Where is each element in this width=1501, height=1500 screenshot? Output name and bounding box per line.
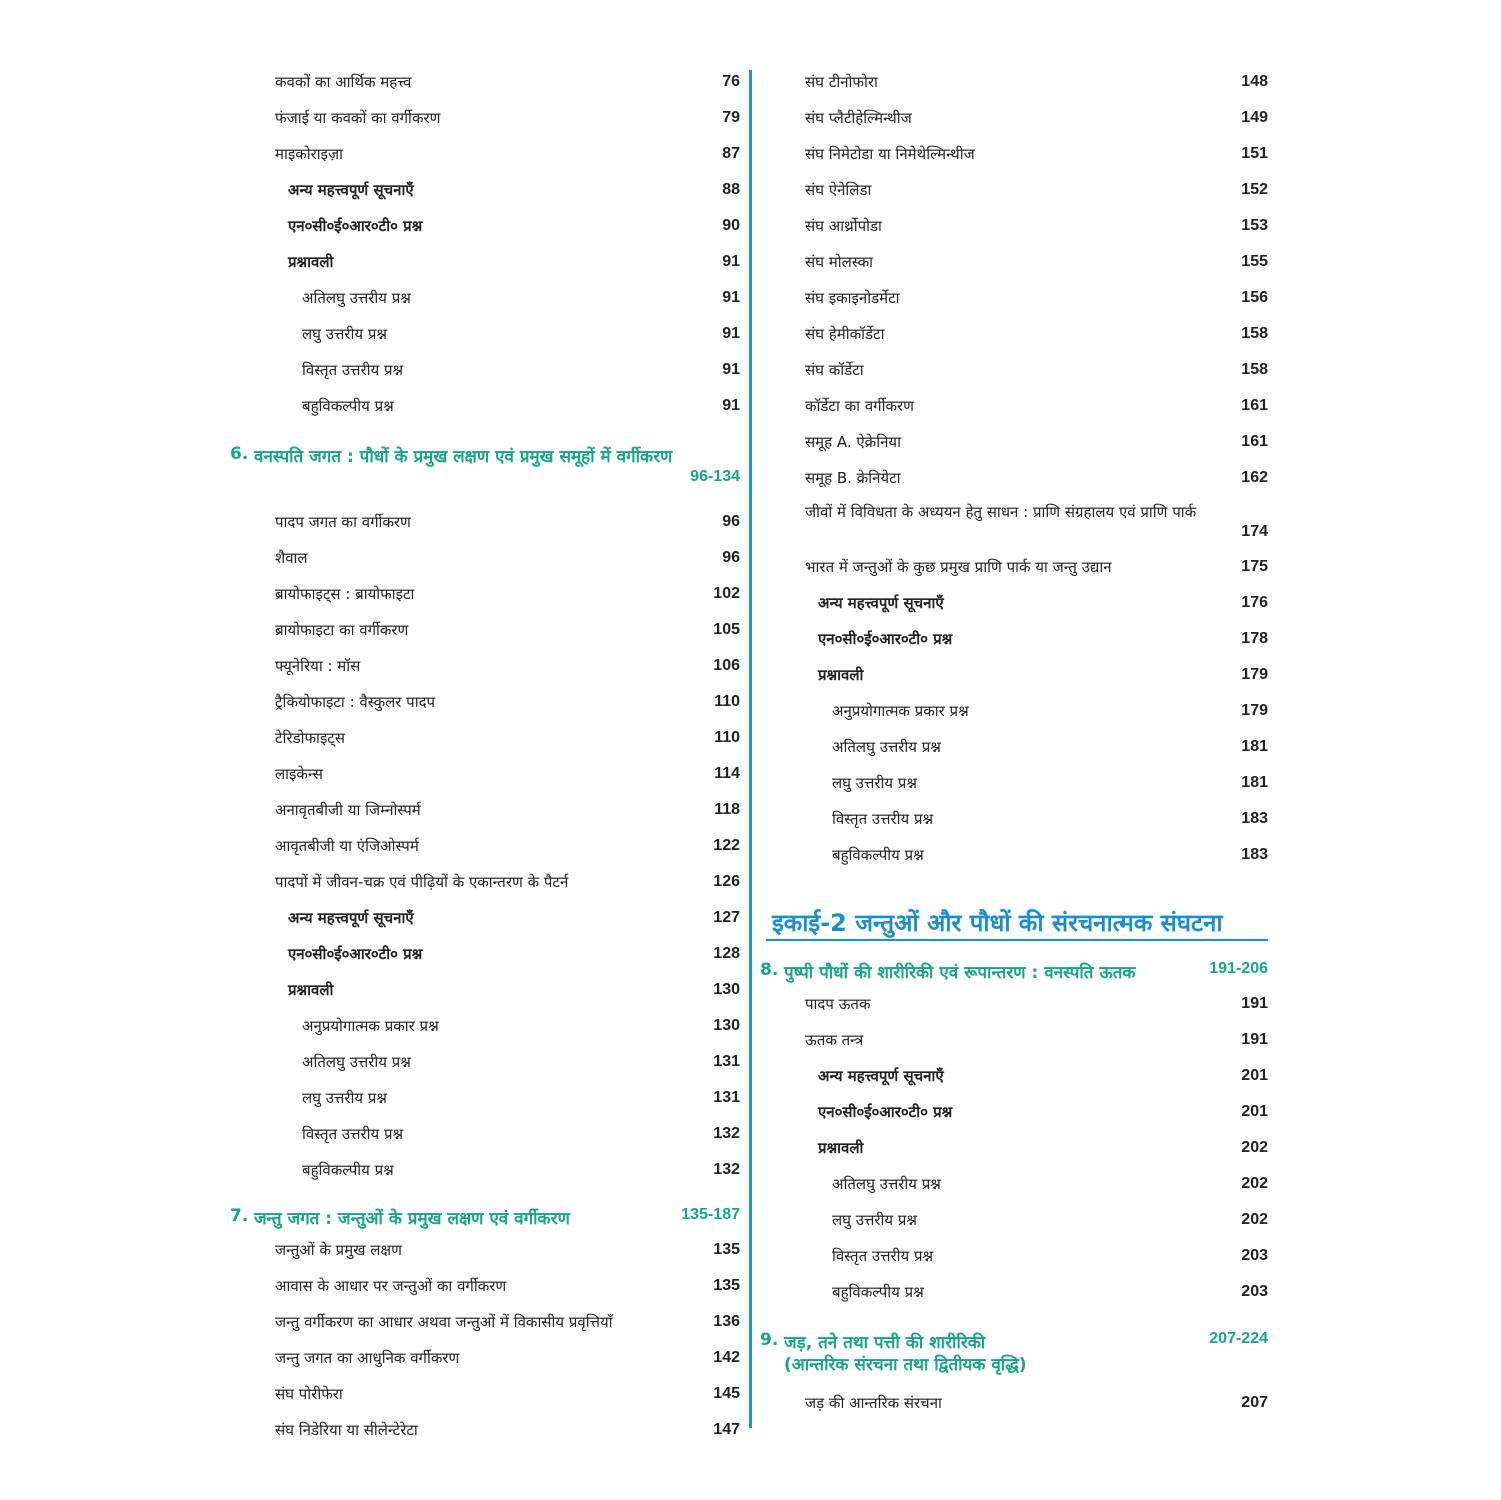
toc-entry-page: 161 — [1241, 397, 1268, 414]
toc-entry-page: 106 — [713, 657, 740, 674]
toc-entry-title: विस्तृत उत्तरीय प्रश्न — [302, 361, 404, 379]
toc-entry[interactable] — [230, 864, 740, 900]
toc-entry-title: पादपों में जीवन-चक्र एवं पीढ़ियों के एकान्तरण के पैटर्न — [275, 873, 569, 891]
toc-entry-title: अतिलघु उत्तरीय प्रश्न — [832, 738, 941, 756]
toc-entry-page: 118 — [714, 801, 740, 818]
toc-entry[interactable] — [760, 244, 1268, 280]
toc-entry[interactable] — [230, 1152, 740, 1188]
toc-entry-page: 130 — [713, 981, 740, 998]
toc-entry-page: 131 — [713, 1053, 740, 1070]
toc-entry-page: 183 — [1241, 846, 1268, 863]
unit-heading — [760, 873, 1268, 955]
chapter-number: 6. — [230, 444, 249, 464]
toc-entry-title: अतिलघु उत्तरीय प्रश्न — [302, 289, 411, 307]
toc-entry[interactable] — [230, 900, 740, 936]
toc-entry[interactable] — [230, 352, 740, 388]
toc-entry-title: अनुप्रयोगात्मक प्रकार प्रश्न — [832, 702, 969, 720]
toc-entry-page: 178 — [1241, 630, 1268, 647]
toc-entry[interactable] — [230, 244, 740, 280]
toc-entry[interactable] — [760, 765, 1268, 801]
toc-entry[interactable] — [760, 693, 1268, 729]
toc-entry[interactable] — [760, 136, 1268, 172]
toc-entry[interactable] — [230, 280, 740, 316]
toc-entry[interactable] — [760, 460, 1268, 496]
toc-entry-title: एन०सी०ई०आर०टी० प्रश्न — [818, 630, 953, 648]
toc-entry-page: 91 — [722, 397, 740, 414]
toc-entry-page: 142 — [713, 1349, 740, 1366]
toc-entry-page: 162 — [1241, 469, 1268, 486]
toc-entry-page: 126 — [713, 873, 740, 890]
toc-entry[interactable] — [230, 136, 740, 172]
toc-entry-title: भारत में जन्तुओं के कुछ प्रमुख प्राणि पार्क या जन्तु उद्यान — [805, 558, 1112, 576]
toc-entry-title: एन०सी०ई०आर०टी० प्रश्न — [818, 1103, 953, 1121]
toc-entry[interactable] — [760, 986, 1268, 1022]
toc-entry-page: 130 — [713, 1017, 740, 1034]
toc-entry-title: आवास के आधार पर जन्तुओं का वर्गीकरण — [275, 1277, 507, 1295]
toc-entry[interactable] — [230, 648, 740, 684]
toc-entry[interactable] — [760, 621, 1268, 657]
chapter-page-range: 96-134 — [690, 468, 740, 485]
toc-entry-title: बहुविकल्पीय प्रश्न — [832, 846, 924, 864]
toc-entry-title: ब्रायोफाइटा का वर्गीकरण — [275, 621, 409, 639]
toc-entry-title: संघ इकाइनोडर्मेटा — [805, 289, 900, 307]
toc-entry[interactable] — [760, 208, 1268, 244]
toc-entry-page: 148 — [1241, 73, 1268, 90]
toc-entry-title: ट्रैकियोफाइटा : वैस्कुलर पादप — [275, 693, 436, 711]
chapter-number: 9. — [760, 1330, 779, 1350]
toc-entry[interactable] — [230, 172, 740, 208]
toc-entry[interactable] — [230, 576, 740, 612]
toc-entry-title: अतिलघु उत्तरीय प्रश्न — [302, 1053, 411, 1071]
toc-entry-page: 88 — [722, 181, 740, 198]
toc-entry-title: बहुविकल्पीय प्रश्न — [832, 1283, 924, 1301]
toc-entry-page: 191 — [1241, 995, 1268, 1012]
toc-entry-title: अन्य महत्त्वपूर्ण सूचनाएँ — [818, 1067, 944, 1085]
unit-underline — [766, 939, 1268, 941]
toc-entry[interactable] — [230, 1340, 740, 1376]
toc-entry-page: 179 — [1241, 702, 1268, 719]
chapter-title: पुष्पी पौधों की शारीरिकी एवं रूपान्तरण : वनस्पति ऊतक — [784, 963, 1136, 983]
toc-entry[interactable] — [230, 1376, 740, 1412]
toc-entry[interactable] — [760, 1094, 1268, 1130]
toc-entry-title: फ्यूनेरिया : मॉस — [275, 657, 361, 675]
chapter-title: जन्तु जगत : जन्तुओं के प्रमुख लक्षण एवं वर्गीकरण — [254, 1209, 570, 1229]
toc-entry-title: विस्तृत उत्तरीय प्रश्न — [832, 810, 934, 828]
chapter-page-range: 207-224 — [1209, 1330, 1268, 1347]
toc-entry-title: संघ निमेटोडा या निमेथेल्मिन्थीज — [805, 145, 975, 163]
toc-entry-page: 145 — [713, 1385, 740, 1402]
toc-entry-title: जन्तु वर्गीकरण का आधार अथवा जन्तुओं में विकासीय प्रवृत्तियाँ — [275, 1313, 613, 1331]
toc-entry-title: माइकोराइज़ा — [275, 145, 344, 163]
chapter-number: 8. — [760, 960, 779, 980]
toc-entry[interactable] — [760, 657, 1268, 693]
toc-entry-title: संघ कॉर्डेटा — [805, 361, 864, 379]
toc-entry-title: पादप जगत का वर्गीकरण — [275, 513, 411, 531]
toc-entry-page: 149 — [1241, 109, 1268, 126]
toc-entry-page: 114 — [714, 765, 740, 782]
toc-entry-title: लाइकेन्स — [275, 765, 323, 783]
toc-entry-page: 76 — [722, 73, 740, 90]
toc-entry[interactable] — [230, 1008, 740, 1044]
toc-entry-title: कॉर्डेटा का वर्गीकरण — [805, 397, 914, 415]
toc-entry-title: जन्तु जगत का आधुनिक वर्गीकरण — [275, 1349, 460, 1367]
toc-entry-page: 201 — [1241, 1103, 1268, 1120]
toc-entry-title: पादप ऊतक — [805, 995, 871, 1013]
toc-left-column — [230, 64, 740, 1448]
toc-entry-page: 79 — [722, 109, 740, 126]
toc-entry-page: 152 — [1241, 181, 1268, 198]
toc-entry[interactable] — [230, 388, 740, 424]
toc-entry-title: संघ मोलस्का — [805, 253, 874, 271]
toc-entry-title: बहुविकल्पीय प्रश्न — [302, 397, 394, 415]
toc-entry[interactable] — [760, 316, 1268, 352]
toc-entry[interactable] — [760, 1130, 1268, 1166]
chapter-heading[interactable] — [230, 440, 740, 504]
toc-entry-page: 202 — [1241, 1175, 1268, 1192]
toc-entry-page: 127 — [713, 909, 740, 926]
toc-entry-title: लघु उत्तरीय प्रश्न — [302, 1089, 388, 1107]
toc-entry-page: 91 — [722, 325, 740, 342]
toc-entry-page: 201 — [1241, 1067, 1268, 1084]
toc-entry[interactable] — [230, 792, 740, 828]
chapter-heading[interactable] — [230, 1188, 740, 1232]
toc-entry-page: 135 — [713, 1241, 740, 1258]
toc-entry-title: अन्य महत्त्वपूर्ण सूचनाएँ — [288, 181, 414, 199]
toc-entry-title: ऊतक तन्त्र — [805, 1031, 864, 1049]
toc-entry[interactable] — [230, 684, 740, 720]
toc-entry-title: समूह B. क्रेनियेटा — [805, 469, 901, 487]
chapter-heading[interactable] — [760, 1310, 1268, 1385]
toc-entry-page: 147 — [713, 1421, 740, 1438]
toc-entry-page: 135 — [713, 1277, 740, 1294]
toc-entry-page: 87 — [722, 145, 740, 162]
toc-entry[interactable] — [230, 208, 740, 244]
toc-right-column — [760, 64, 1268, 1421]
toc-entry-page: 110 — [714, 693, 740, 710]
toc-entry-title: संघ पोरीफेरा — [275, 1385, 343, 1403]
toc-entry-page: 105 — [713, 621, 740, 638]
toc-entry[interactable] — [230, 504, 740, 540]
toc-entry-page: 128 — [713, 945, 740, 962]
toc-entry[interactable] — [230, 1412, 740, 1448]
toc-entry-title: संघ टीनोफोरा — [805, 73, 878, 91]
toc-entry[interactable] — [230, 756, 740, 792]
toc-entry[interactable] — [760, 352, 1268, 388]
unit-title: इकाई-2 जन्तुओं और पौधों की संरचनात्मक संघटना — [772, 909, 1223, 937]
toc-entry[interactable] — [760, 100, 1268, 136]
toc-entry-title: विस्तृत उत्तरीय प्रश्न — [302, 1125, 404, 1143]
toc-entry[interactable] — [230, 720, 740, 756]
toc-entry-title: जड़ की आन्तरिक संरचना — [805, 1394, 942, 1412]
column-divider — [749, 70, 752, 1428]
toc-entry[interactable] — [230, 1232, 740, 1268]
toc-entry[interactable] — [230, 1304, 740, 1340]
toc-entry[interactable] — [760, 801, 1268, 837]
toc-entry-title: लघु उत्तरीय प्रश्न — [302, 325, 388, 343]
toc-entry[interactable] — [760, 424, 1268, 460]
toc-entry[interactable] — [760, 729, 1268, 765]
toc-entry-page: 174 — [1241, 523, 1268, 540]
toc-entry[interactable] — [760, 496, 1268, 549]
toc-entry-title: आवृतबीजी या एंजिओस्पर्म — [275, 837, 419, 855]
toc-entry[interactable] — [760, 172, 1268, 208]
toc-entry-title: लघु उत्तरीय प्रश्न — [832, 1211, 918, 1229]
toc-entry[interactable] — [760, 64, 1268, 100]
toc-entry[interactable] — [230, 972, 740, 1008]
toc-entry-page: 96 — [722, 513, 740, 530]
toc-entry-title: फंजाई या कवकों का वर्गीकरण — [275, 109, 441, 127]
toc-entry-page: 153 — [1241, 217, 1268, 234]
toc-entry-title: एन०सी०ई०आर०टी० प्रश्न — [288, 217, 423, 235]
toc-entry[interactable] — [760, 549, 1268, 585]
toc-entry-title: समूह A. ऐक्रेनिया — [805, 433, 901, 451]
toc-entry[interactable] — [760, 1238, 1268, 1274]
toc-entry-page: 91 — [722, 289, 740, 306]
toc-entry-page: 96 — [722, 549, 740, 566]
toc-entry-page: 183 — [1241, 810, 1268, 827]
toc-entry-title: संघ निडेरिया या सीलेन्टेरेटा — [275, 1421, 418, 1439]
chapter-subtitle: (आन्तरिक संरचना तथा द्वितीयक वृद्धि) — [784, 1355, 1027, 1375]
toc-entry-title: ब्रायोफाइट्स : ब्रायोफाइटा — [275, 585, 415, 603]
toc-entry-page: 176 — [1241, 594, 1268, 611]
toc-entry-page: 136 — [713, 1313, 740, 1330]
toc-entry[interactable] — [760, 1058, 1268, 1094]
toc-entry-page: 151 — [1241, 145, 1268, 162]
toc-entry-page: 161 — [1241, 433, 1268, 450]
toc-entry-page: 90 — [722, 217, 740, 234]
toc-entry-page: 203 — [1241, 1283, 1268, 1300]
toc-entry-page: 158 — [1241, 325, 1268, 342]
chapter-heading[interactable] — [760, 955, 1268, 986]
toc-entry-title: संघ ऐनेलिडा — [805, 181, 872, 199]
toc-entry-title: लघु उत्तरीय प्रश्न — [832, 774, 918, 792]
toc-entry-title: अनावृतबीजी या जिम्नोस्पर्म — [275, 801, 421, 819]
toc-entry[interactable] — [230, 1080, 740, 1116]
toc-entry-title: संघ प्लैटीहेल्मिन्थीज — [805, 109, 912, 127]
toc-entry-page: 91 — [722, 253, 740, 270]
toc-entry-title: अनुप्रयोगात्मक प्रकार प्रश्न — [302, 1017, 439, 1035]
chapter-page-range: 135-187 — [681, 1206, 740, 1223]
toc-entry[interactable] — [760, 585, 1268, 621]
toc-entry-page: 202 — [1241, 1211, 1268, 1228]
toc-entry-page: 181 — [1241, 738, 1268, 755]
toc-entry-title: कवकों का आर्थिक महत्त्व — [275, 73, 412, 91]
chapter-title: जड़, तने तथा पत्ती की शारीरिकी — [784, 1333, 986, 1353]
toc-entry-page: 91 — [722, 361, 740, 378]
toc-entry-page: 110 — [714, 729, 740, 746]
toc-entry[interactable] — [230, 540, 740, 576]
toc-entry-page: 102 — [713, 585, 740, 602]
toc-entry-page: 158 — [1241, 361, 1268, 378]
toc-entry[interactable] — [230, 1044, 740, 1080]
toc-entry-title: अन्य महत्त्वपूर्ण सूचनाएँ — [288, 909, 414, 927]
toc-entry[interactable] — [230, 100, 740, 136]
toc-entry-page: 191 — [1241, 1031, 1268, 1048]
toc-entry-title: जीवों में विविधता के अध्ययन हेतु साधन : प्राणि संग्रहालय एवं प्राणि पार्क — [805, 503, 1197, 521]
toc-entry[interactable] — [760, 1385, 1268, 1421]
toc-entry[interactable] — [230, 1268, 740, 1304]
toc-entry[interactable] — [760, 1022, 1268, 1058]
toc-entry-title: विस्तृत उत्तरीय प्रश्न — [832, 1247, 934, 1265]
toc-entry-title: संघ आर्थ्रोपोडा — [805, 217, 882, 235]
toc-entry[interactable] — [230, 1116, 740, 1152]
toc-entry-page: 155 — [1241, 253, 1268, 270]
toc-entry-page: 122 — [713, 837, 740, 854]
chapter-number: 7. — [230, 1206, 249, 1226]
toc-entry[interactable] — [760, 837, 1268, 873]
toc-entry[interactable] — [760, 1166, 1268, 1202]
toc-entry-title: प्रश्नावली — [818, 1139, 864, 1157]
toc-entry-title: जन्तुओं के प्रमुख लक्षण — [275, 1241, 403, 1259]
toc-entry-title: प्रश्नावली — [288, 981, 334, 999]
toc-entry-title: बहुविकल्पीय प्रश्न — [302, 1161, 394, 1179]
toc-entry-page: 131 — [713, 1089, 740, 1106]
toc-entry-title: शैवाल — [275, 549, 308, 567]
chapter-title: वनस्पति जगत : पौधों के प्रमुख लक्षण एवं प्रमुख समूहों में वर्गीकरण — [254, 447, 673, 467]
toc-entry[interactable] — [230, 612, 740, 648]
chapter-page-range: 191-206 — [1209, 960, 1268, 977]
toc-entry-title: संघ हेमीकॉर्डेटा — [805, 325, 885, 343]
toc-entry-title: प्रश्नावली — [288, 253, 334, 271]
toc-entry[interactable] — [760, 388, 1268, 424]
toc-entry-title: प्रश्नावली — [818, 666, 864, 684]
toc-entry[interactable] — [760, 1274, 1268, 1310]
toc-entry-page: 202 — [1241, 1139, 1268, 1156]
toc-entry-title: टेरिडोफाइट्स — [275, 729, 346, 747]
toc-entry[interactable] — [230, 316, 740, 352]
toc-entry-page: 181 — [1241, 774, 1268, 791]
toc-entry-page: 207 — [1241, 1394, 1268, 1411]
toc-entry-page: 132 — [713, 1125, 740, 1142]
toc-entry[interactable] — [230, 64, 740, 100]
toc-entry-page: 203 — [1241, 1247, 1268, 1264]
toc-entry[interactable] — [230, 936, 740, 972]
toc-entry-title: एन०सी०ई०आर०टी० प्रश्न — [288, 945, 423, 963]
toc-entry-title: अतिलघु उत्तरीय प्रश्न — [832, 1175, 941, 1193]
toc-entry[interactable] — [230, 828, 740, 864]
toc-entry-page: 156 — [1241, 289, 1268, 306]
toc-entry[interactable] — [760, 280, 1268, 316]
toc-entry[interactable] — [760, 1202, 1268, 1238]
toc-entry-title: अन्य महत्त्वपूर्ण सूचनाएँ — [818, 594, 944, 612]
toc-entry-page: 132 — [713, 1161, 740, 1178]
toc-entry-page: 179 — [1241, 666, 1268, 683]
toc-entry-page: 175 — [1241, 558, 1268, 575]
